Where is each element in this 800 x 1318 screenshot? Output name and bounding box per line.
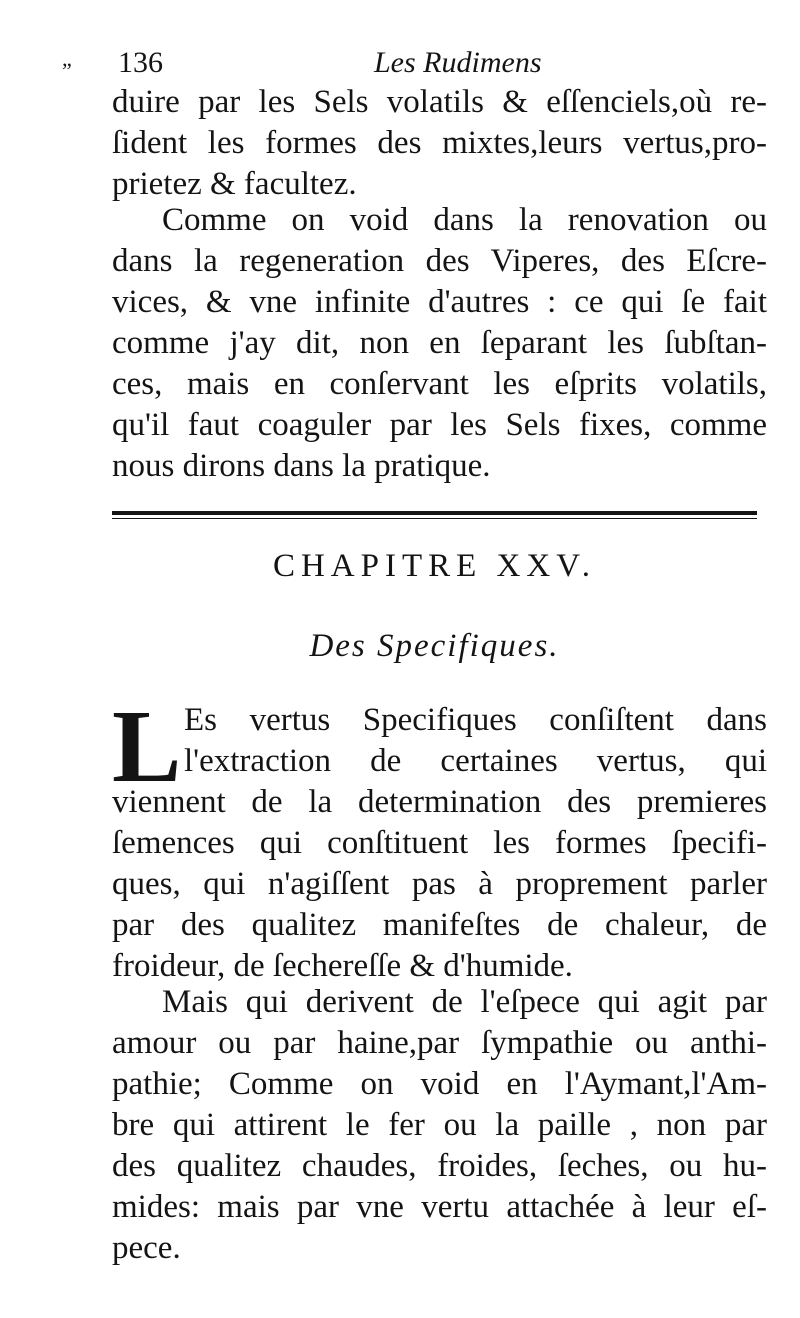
text-line: des qualitez chaudes, froides, ſeches, ou hu- [112, 1148, 767, 1184]
text-line: par des qualitez manifeſtes de chaleur, de [112, 907, 767, 943]
drop-cap: L [112, 689, 182, 804]
text-line: l'extraction de certaines vertus, qui [184, 743, 767, 779]
text-line: comme j'ay dit, non en ſeparant les ſubſtan- [112, 325, 767, 361]
chapter-title: CHAPITRE XXV. [272, 548, 597, 584]
chapter-subtitle: Des Specifiques. [309, 628, 560, 664]
text-line: nous dirons dans la pratique. [112, 448, 491, 484]
text-line: Es vertus Specifiques conſiſtent dans [184, 702, 767, 738]
paragraph-mais [112, 982, 767, 1269]
text-line: prietez & facultez. [112, 166, 357, 202]
divider-thick-line [112, 511, 757, 515]
margin-mark: „ [62, 46, 72, 71]
text-line: dans la regeneration des Viperes, des Eſcre- [112, 243, 767, 279]
text-line: pece. [112, 1230, 181, 1266]
text-line: amour ou par haine,par ſympathie ou anthi- [112, 1025, 767, 1061]
page-number: 136 [118, 46, 163, 79]
text-line: viennent de la determination des premieres [112, 784, 767, 820]
text-line: Mais qui derivent de l'eſpece qui agit par [162, 984, 767, 1020]
paragraph-specifiques [112, 689, 767, 987]
chapter-divider [112, 511, 757, 521]
text-line: qu'il faut coaguler par les Sels fixes, comme [112, 407, 767, 443]
text-line: froideur, de ſechereſſe & d'humide. [112, 948, 573, 984]
page-header [112, 42, 772, 86]
paragraph-continuation [112, 82, 767, 205]
text-line: ques, qui n'agiſſent pas à proprement parler [112, 866, 767, 902]
text-line: duire par les Sels volatils & eſſenciels,où re- [112, 84, 767, 120]
running-title: Les Rudimens [374, 46, 542, 79]
divider-thin-line [112, 518, 757, 519]
text-line: ces, mais en conſervant les eſprits volatils, [112, 366, 767, 402]
text-line: mides: mais par vne vertu attachée à leur eſ- [112, 1189, 767, 1225]
text-line: Comme on void dans la renovation ou [162, 202, 767, 238]
text-line: ſident les formes des mixtes,leurs vertus,pro- [112, 125, 767, 161]
text-line: vices, & vne infinite d'autres : ce qui ſe fait [112, 284, 767, 320]
text-line: ſemences qui conſtituent les formes ſpecifi- [112, 825, 767, 861]
text-line: pathie; Comme on void en l'Aymant,l'Am- [112, 1066, 767, 1102]
text-line: bre qui attirent le fer ou la paille , non par [112, 1107, 767, 1143]
paragraph-comme [112, 200, 767, 487]
